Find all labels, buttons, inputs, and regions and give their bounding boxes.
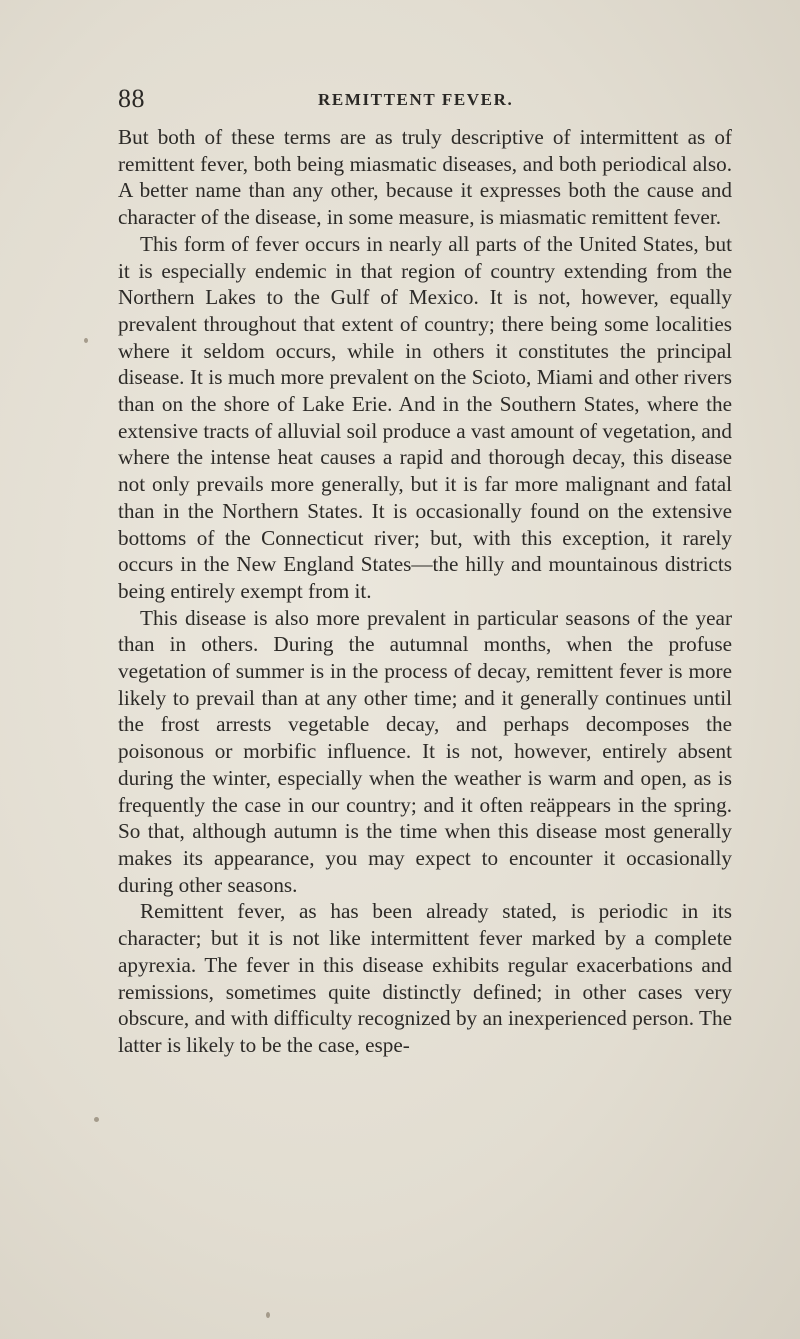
paper-speck <box>84 338 88 343</box>
page-header <box>118 84 736 114</box>
running-head: REMITTENT FEVER. <box>318 90 514 109</box>
paper-speck <box>266 1312 270 1318</box>
paper-speck <box>94 1117 99 1122</box>
paragraph-2: This form of fever occurs in nearly all parts of the United States, but it is especially endemic in that region of country extending from the Northern Lakes to the Gulf of Mexico. It is not, however, equally prevalent throughout that extent of country; there being some localities where it seldom occurs, while in others it constitutes the principal disease. It is much more prevalent on the Scioto, Miami and other rivers than on the shore of Lake Erie. And in the Southern States, where the extensive tracts of alluvial soil produce a vast amount of vegetation, and where the intense heat causes a rapid and thorough decay, this disease not only prevails more generally, but it is far more malignant and fatal than in the Northern States. It is occasionally found on the extensive bottoms of the Connecticut river; but, with this exception, it rarely occurs in the New England States—the hilly and mountainous districts being entirely exempt from it. <box>118 231 732 603</box>
paragraph-4: Remittent fever, as has been already stated, is periodic in its character; but it is not like intermittent fever marked by a complete apyrexia. The fever in this disease exhibits regular exacerbations and remissions, sometimes quite distinctly defined; in other cases very obscure, and with difficulty recognized by an inexperienced person. The latter is likely to be the case, espe- <box>118 899 732 1057</box>
paragraph-3: This disease is also more prevalent in particular seasons of the year than in others. During the autumnal months, when the profuse vegetation of summer is in the process of decay, remittent fever is more likely to prevail than at any other time; and it generally continues until the frost arrests vegetable decay, and perhaps decomposes the poisonous or morbific influence. It is not, however, entirely absent during the winter, especially when the weather is warm and open, as is frequently the case in our country; and it often reäppears in the spring. So that, although autumn is the time when this disease most generally makes its appearance, you may expect to encounter it occasionally during other seasons. <box>118 605 732 897</box>
paragraph-1: But both of these terms are as truly descriptive of intermittent as of remittent fever, both being miasmatic diseases, and both periodical also. A better name than any other, because it expresses both the cause and character of the disease, in some measure, is miasmatic remittent fever. <box>118 125 732 230</box>
body-text <box>118 124 732 1059</box>
page-number: 88 <box>118 84 145 113</box>
